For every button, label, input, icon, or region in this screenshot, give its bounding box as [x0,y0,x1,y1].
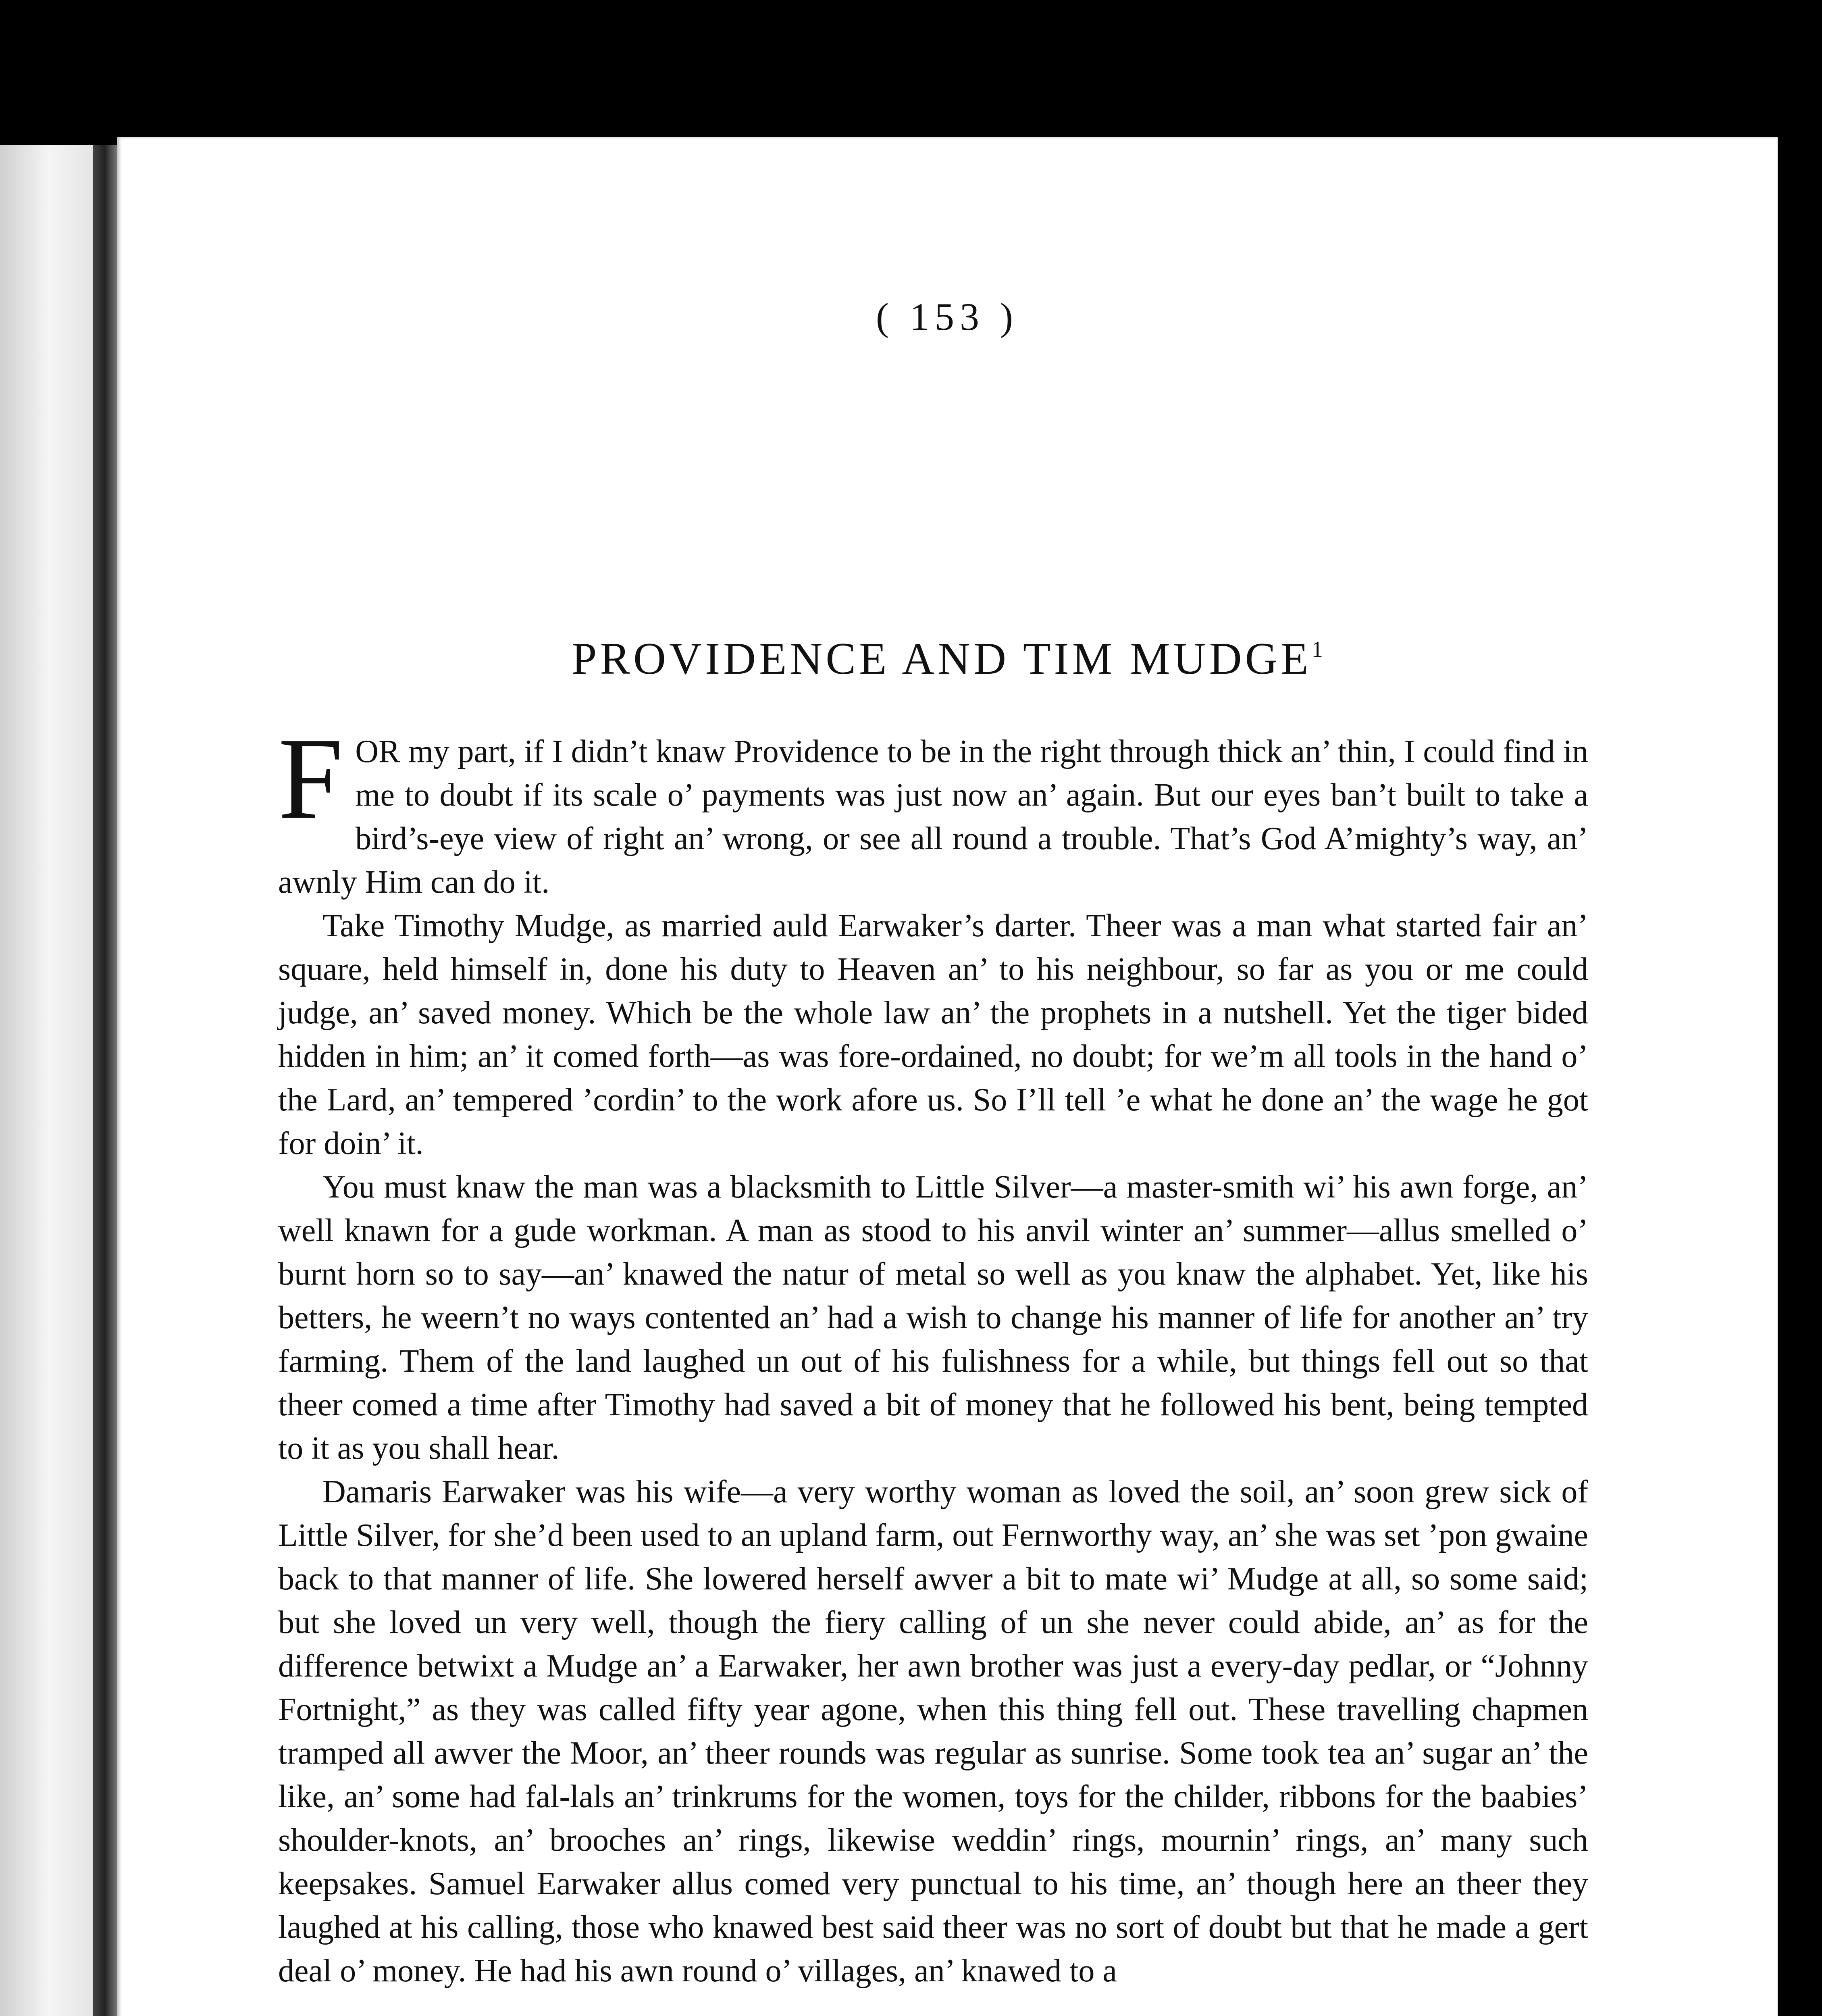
story-title-text: PROVIDENCE AND TIM MUDGE [572,634,1312,684]
paragraph: Damaris Earwaker was his wife—a very worthy woman as loved the soil, an’ soon grew sick of Little Silver, for she’d been used to an upland farm, out Fernworthy way, an’ she was set ’pon gwaine back to that manner of life. She lowered herself awver a bit to mate wi’ Mudge at all, so some said; but she loved un very well, though the fiery calling of un she never could abide, an’ as for the difference betwixt a Mudge an’ a Earwaker, her awn brother was just a every-day pedlar, or “Johnny Fortnight,” as they was called fifty year agone, when this thing fell out. These travelling chapmen tramped all awver the Moor, an’ theer rounds was regular as sunrise. Some took tea an’ sugar an’ the like, an’ some had fal-lals an’ trinkrums for the women, toys for the childer, ribbons for the baabies’ shoulder-knots, an’ brooches an’ rings, likewise weddin’ rings, mournin’ rings, an’ many such keepsakes. Samuel Earwaker allus comed very punctual to his time, an’ though here an theer they laughed at his calling, those who knawed best said theer was no sort of doubt but that he made a gert deal o’ money. He had his awn round o’ villages, an’ knawed to a [278,1474,1588,1989]
paragraph: You must knaw the man was a blacksmith to Little Silver—a master-smith wi’ his awn forge, an’ well knawn for a gude workman. A man as stood to his anvil winter an’ summer—allus smelled o’ burnt horn so to say—an’ knawed the natur of metal so well as you knaw the alphabet. Yet, like his betters, he weern’t no ways contented an’ had a wish to change his manner of life for another an’ try farming. Them of the land laughed un out of his fulishness for a while, but things fell out so that theer comed a time after Timothy had saved a bit of money that he followed his bent, being tempted to it as you shall hear. [278,1169,1588,1466]
paragraph: Take Timothy Mudge, as married auld Earwaker’s darter. Theer was a man what started fair an’ square, held himself in, done his duty to Heaven an’ to his neighbour, so far as you or me could judge, an’ saved money. Which be the whole law an’ the prophets in a nutshell. Yet the tiger bided hidden in him; an’ it comed forth—as was fore-ordained, no doubt; for we’m all tools in the hand o’ the Lard, an’ tempered ’cordin’ to the work afore us. So I’ll tell ’e what he done an’ the wage he got for doin’ it. [278,908,1588,1161]
title-footnote-mark: 1 [1311,637,1323,662]
book-gutter [93,145,117,2016]
story-title [117,633,1778,685]
book-page [117,137,1778,2016]
page-number: ( 153 ) [876,295,1019,338]
paragraph: FOR my part, if I didn’t knaw Providence to be in the right through thick an’ thin, I could find in me to doubt if its scale o’ payments was just now an’ again. But our eyes ban’t built to take a bird’s-eye view of right an’ wrong, or see all round a trouble. That’s God A’mighty’s way, an’ awnly Him can do it. [278,714,1588,900]
story-body [278,714,1588,1993]
